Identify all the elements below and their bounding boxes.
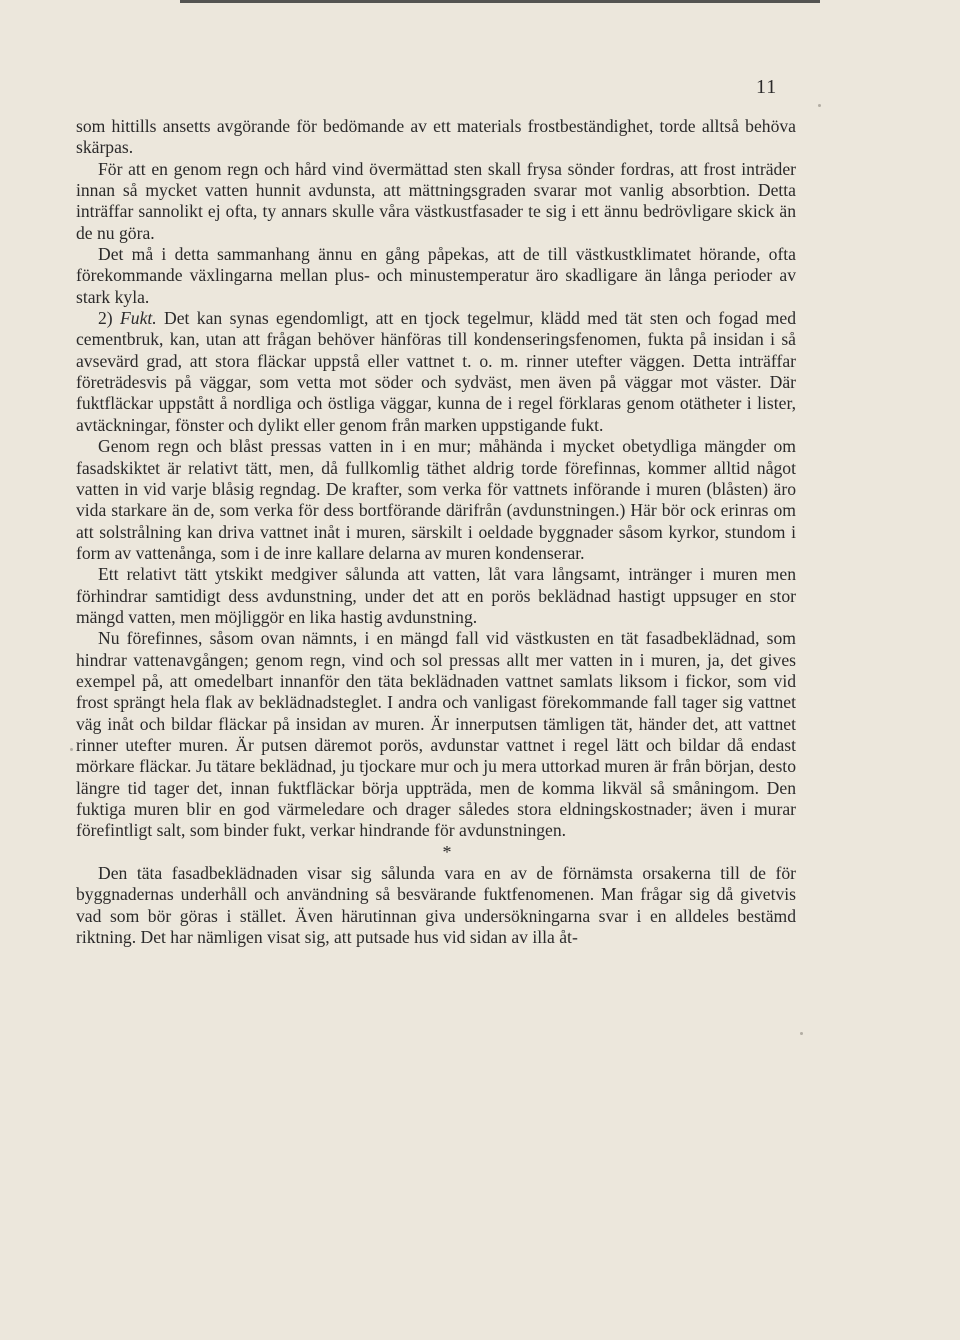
section-separator: * <box>442 841 452 862</box>
paragraph-frost: För att en genom regn och hård vind övermättad sten skall frysa sönder fordras, att frost inträder innan så mycket vatten hunnit avdunsta, att mättningsgraden svarar mot vanlig absorbtion. Detta inträffar sannolikt ej ofta, ty annars skulle våra västkustfasader te sig i ett ännu bedrövligare skick än de nu göra. <box>76 158 796 243</box>
paper-speck <box>800 1032 803 1035</box>
section-fukt <box>76 308 796 436</box>
paragraph-west-coast: Nu förefinnes, såsom ovan nämnts, i en mängd fall vid västkusten en tät fasadbeklädnad, som hindrar vattenavgången; genom regn, vind och sol pressas allt mer vatten in i muren, ja, det gives exempel på, att omedelbart innanför den täta beklädnaden vattnet samlats liksom i fickor, som vid frost sprängt hela flak av beklädnadsteglet. I andra och vanligast förekommande fall tager sig vattnet väg inåt och bildar fläckar på insidan av muren. Är innerputsen tämligen tät, händer det, att vattnet rinner utefter muren. Är putsen däremot porös, avdunstar vattnet i regel lätt och bildar då endast mörkare fläckar. Ju tätare beklädnad, ju tjockare mur och ju mera uttorkad muren är från början, desto längre tid tager det, innan fuktfläckar börja uppträda, men de komma likväl så småningom. Den fuktiga muren blir en god värmeledare och drager således stora eldningskostnader; även i murar förefintligt salt, som binder fukt, verkar hindrande för avdunstningen. <box>76 628 796 841</box>
section-number: 2) <box>98 308 113 329</box>
page-number: 11 <box>756 76 778 98</box>
paper-speck <box>818 104 821 107</box>
paragraph-rain-wind: Genom regn och blåst pressas vatten in i en mur; måhända i mycket obetydliga mängder om fasadskiktet är relativt tätt, men, då fullkomlig täthet aldrig torde förefinnas, kommer alltid något vatten in vid varje blåsig regndag. De krafter, som verka för vattnets införande i muren (blåsten) äro vida starkare än de, som verka för dess bortförande därifrån (avdunstningen.) Här bör ock erinras om att solstrålning kan driva vattnet inåt i muren, särskilt i oeldade byggnader såsom kyrkor, stundom i form av vattenånga, som i de inre kallare delarna av muren kondenserar. <box>76 436 796 563</box>
paragraph-continued: som hittills ansetts avgörande för bedömande av ett materials frostbeständighet, torde alltså behöva skärpas. <box>76 116 796 158</box>
paragraph-climate: Det må i detta sammanhang ännu en gång påpekas, att de till västkustklimatet hörande, ofta förekommande växlingarna mellan plus- och minustemperatur äro skadligare än långa perioder av stark kyla. <box>76 244 796 307</box>
section-title: Fukt. <box>120 308 157 329</box>
section-fukt-text: Det kan synas egendomligt, att en tjock tegelmur, klädd med tät sten och fogad med cementbruk, kan, utan att frågan behöver hänföras till kondenseringsfenomen, fukta på insidan i så avsevärd grad, att stora fläckar uppstå eller vattnet t. o. m. rinner utefter väggen. Detta inträffar företrädesvis på väggar, som vetta mot söder och sydväst, men även på väggar mot väster. Där fuktfläckar uppstått å nordliga och östliga väggar, kunna de i regel förklaras genom otätheter i lister, avtäckningar, fönster och dylikt eller genom från marken uppstigande fukt. <box>76 308 797 435</box>
page-top-edge <box>180 0 820 3</box>
body-text <box>76 116 796 948</box>
paragraph-conclusion: Den täta fasadbeklädnaden visar sig sålunda vara en av de förnämsta orsakerna till de för byggnadernas underhåll och användning så besvärande fuktfenomenen. Man frågar sig då givetvis vad som bör göras i stället. Även härutinnan giva undersökningarna svar i en alldeles bestämd riktning. Det har nämligen visat sig, att putsade hus vid sidan av illa åt- <box>76 863 796 948</box>
paper-speck <box>70 748 73 751</box>
paragraph-surface-layer: Ett relativt tätt ytskikt medgiver sålunda att vatten, låt vara långsamt, intränger i muren men förhindrar samtidigt dess avdunstning, under det att en porös beklädnad hastigt uppsuger en stor mängd vatten, men möjliggör en lika hastig avdunstning. <box>76 564 796 627</box>
